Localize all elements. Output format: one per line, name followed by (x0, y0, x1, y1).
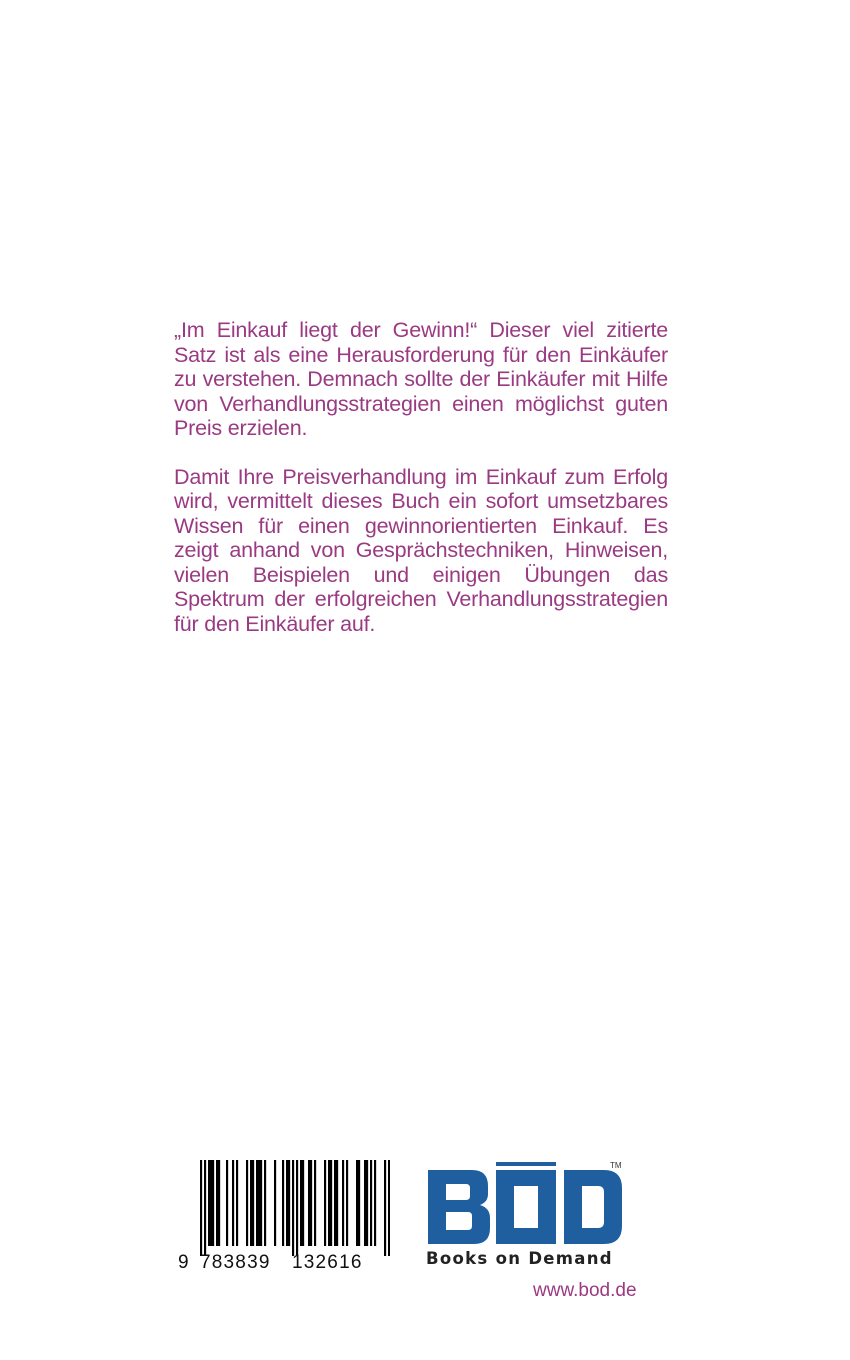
barcode-bar (210, 1160, 212, 1246)
barcode-bar (374, 1160, 376, 1246)
barcode-bar (346, 1160, 348, 1246)
barcode-bar (264, 1160, 266, 1246)
barcode-bar (258, 1160, 260, 1246)
barcode-bar (288, 1160, 290, 1246)
barcode-bar (330, 1160, 332, 1246)
barcode-digit-group-2: 132616 (292, 1252, 363, 1273)
barcode-bar (356, 1160, 358, 1246)
barcode-bar (324, 1160, 326, 1246)
barcode-bar (370, 1160, 372, 1246)
publisher-tagline: Books on Demand (426, 1249, 613, 1268)
barcode-bar (342, 1160, 344, 1246)
publisher-url[interactable]: www.bod.de (533, 1280, 637, 1301)
barcode-bar (302, 1160, 304, 1246)
blurb-paragraph-2: Damit Ihre Preisverhandlung im Einkauf zum Erfolg wird, vermittelt dieses Buch ein sofort umsetzbares Wissen für einen gewinnorientierten Einkauf. Es zeigt anhand von Gesprächstechniken, Hinweisen, vielen Beispielen und einigen Übungen das Spektrum der erfolgreichen Verhandlungsstrategien für den Einkäufer auf. (174, 464, 668, 636)
barcode-bar (256, 1160, 258, 1246)
barcode-bar (364, 1160, 366, 1246)
barcode-bar (314, 1160, 316, 1246)
barcode-bar (204, 1160, 206, 1256)
barcode-bars (200, 1160, 390, 1256)
barcode-digit-group-1: 783839 (200, 1252, 271, 1273)
barcode-bar (292, 1160, 294, 1256)
isbn-barcode (176, 1160, 392, 1278)
barcode-bar (334, 1160, 336, 1246)
back-cover-blurb (174, 318, 668, 636)
barcode-lead-digit: 9 (178, 1252, 190, 1273)
barcode-bar (358, 1160, 360, 1246)
barcode-bar (296, 1160, 298, 1256)
barcode-bar (212, 1160, 214, 1246)
barcode-bar (366, 1160, 368, 1246)
barcode-bar (336, 1160, 338, 1246)
blurb-paragraph-1: „Im Einkauf liegt der Gewinn!“ Dieser viel zitierte Satz ist als eine Herausforderung für den Einkäufer zu verstehen. Demnach sollte der Einkäufer mit Hilfe von Verhandlungsstrategien einen möglichst guten Preis erzielen. (174, 318, 668, 440)
barcode-bar (236, 1160, 238, 1246)
barcode-bar (218, 1160, 220, 1246)
barcode-bar (310, 1160, 312, 1246)
barcode-bar (226, 1160, 228, 1246)
trademark-mark: TM (610, 1162, 622, 1170)
barcode-bar (308, 1160, 310, 1246)
barcode-bar (388, 1160, 390, 1256)
barcode-bar (216, 1160, 218, 1246)
barcode-bar (300, 1160, 302, 1246)
barcode-bar (328, 1160, 330, 1246)
barcode-bar (250, 1160, 252, 1246)
barcode-bar (274, 1160, 276, 1246)
barcode-bar (282, 1160, 284, 1246)
barcode-bar (232, 1160, 234, 1246)
barcode-bar (384, 1160, 386, 1256)
barcode-bar (286, 1160, 288, 1246)
barcode-digits (176, 1252, 392, 1276)
barcode-bar (246, 1160, 248, 1246)
barcode-bar (260, 1160, 262, 1246)
barcode-bar (252, 1160, 254, 1246)
barcode-bar (200, 1160, 202, 1256)
barcode-bar (208, 1160, 210, 1246)
